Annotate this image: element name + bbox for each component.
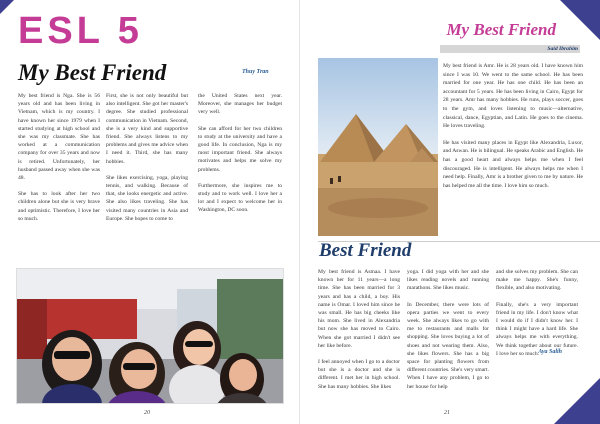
page-number: 20 (144, 410, 150, 416)
paragraph: My best friend is Nga. She is 56 years old and has been living in Vietnam, which is my country. I have known her since 1979 when I started studying at high school and she was my classmate. She has worked at a communication company for over 35 years and now is retired. Unfortunately, her husband passed away when she was 48. (18, 93, 100, 182)
paragraph: yoga. I did yoga with her and she likes reading novels and running marathons. She likes music. (407, 269, 489, 292)
article-title: My Best Friend (18, 60, 167, 85)
text-column-1 (18, 92, 100, 231)
corner-accent (560, 0, 600, 40)
paragraph: the United States next year. Moreover, she manages her budget very well. (198, 93, 282, 116)
text-column-3 (496, 268, 578, 366)
paragraph: My best friend is Amr. He is 28 years old. I have known him since I was 10. We went to the same school. He has been married for one year. He has one child. He has been an accountant for 5 years. He has been living in Cairo, Egypt for 28 years. Amr has many hobbies. He runs, plays soccer, goes to the gym, and loves listening to music—alternative, classical, dance, Egyptian, and Latin. He goes to the cinema. He loves traveling. (443, 63, 583, 130)
text-column-right-1 (443, 62, 583, 198)
text-column-2 (106, 92, 188, 231)
text-column-3 (198, 92, 282, 223)
article-title: Best Friend (319, 240, 412, 261)
corner-accent (0, 0, 14, 14)
author-byline: Said Ibrahim (547, 46, 578, 52)
friends-selfie-photo (16, 268, 284, 404)
author-byline: Thuy Tran (242, 69, 269, 75)
paragraph: She has to look after her two children alone but she is very brave and optimistic. Therefore, I love her so much. (18, 191, 100, 222)
paragraph: He has visited many places in Egypt like Alexandria, Luxor, and Aswan. He is bilingual. He speaks Arabic and English. He has a good heart and always helps me when I feel discouraged. He is intelligent. He always helps me when I need help. Finally, Amr is a brother given to me by nature. He has helped me all the time. I love him so much. (443, 139, 583, 189)
paragraph: She can afford for her two children to study at the university and have a good life. In conclusion, Nga is my most important friend. She always motivates and helps me solve my problems. (198, 125, 282, 173)
paragraph: Furthermore, she inspires me to study and to work well. I love her a lot and I expect to welcome her in Washington, DC soon. (198, 182, 282, 214)
paragraph: Finally, she's a very important friend in my life. I don't know what I would do if I didn't know her. I think I might have a hard life. She always helps me with everything. We think together about our future. I love her so much. (496, 301, 578, 357)
page-number: 21 (444, 410, 450, 416)
paragraph: My best friend is Asmaa. I have known her for 11 years—a long time. She has been married for 3 years and has a child, a boy. His name is Omar. I loved him since he was small. He has big cheeks like his mom. She lived in Alexandria but now she has moved to Cairo. When she got married I didn't see her like before. (318, 269, 400, 349)
corner-accent (554, 378, 600, 424)
pyramids-photo (318, 58, 438, 236)
paragraph: First, she is not only beautiful but also intelligent. She got her master's degree. She studied professional communication in Vietnam. Second, she is a very kind and supportive friend. She always listens to my problems and gives me advice when I need it. Third, she has many hobbies. (106, 93, 188, 165)
text-column-2 (407, 268, 489, 399)
article-title: My Best Friend (446, 20, 556, 39)
paragraph: I feel annoyed when I go to a doctor but she is a doctor and she is different. I met her in high school. She has many hobbies. She likes (318, 359, 400, 390)
section-header: ESL 5 (18, 10, 143, 52)
paragraph: and she solves my problem. She can make me happy. She's funny, flexible, and also motivating. (496, 269, 578, 292)
author-byline: Aya Salih (538, 349, 562, 355)
paragraph: In December, there were lots of opera parties we went to every week. She always likes to go with me to restaurants and malls for shopping. She loves buying a lot of shoes and not wearing them. Also, she likes flowers. She has a big space for planting flowers from different countries. She's very smart. When I have any problem, I go to her house for help (407, 301, 489, 390)
text-column-1 (318, 268, 400, 399)
paragraph: She likes exercising, yoga, playing tennis, and walking. Because of that, she looks energetic and active. She also likes traveling. She has visited many countries in Asia and Europe. She hopes to come to (106, 174, 188, 222)
